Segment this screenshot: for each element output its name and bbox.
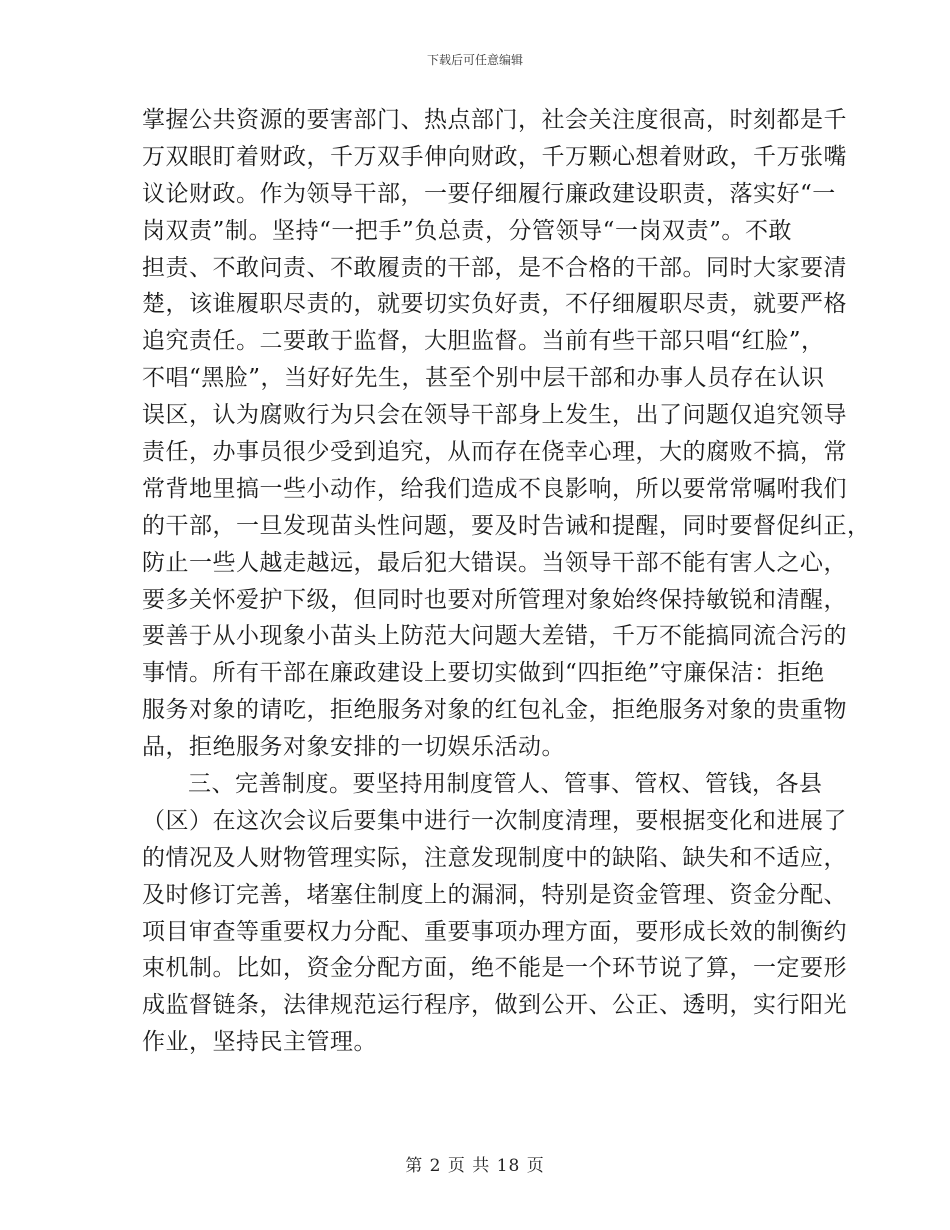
text-line: 要善于从小现象小苗头上防范大问题大差错，千万不能搞同流合污的 xyxy=(142,623,847,650)
text-line: 议论财政。作为领导干部，一要仔细履行廉政建设职责，落实好“一 xyxy=(142,180,836,207)
text-line: 束机制。比如，资金分配方面，绝不能是一个环节说了算，一定要形 xyxy=(142,955,847,982)
text-line: （区）在这次会议后要集中进行一次制度清理，要根据变化和进展了 xyxy=(142,807,847,834)
text-line: 防止一些人越走越远，最后犯大错误。当领导干部不能有害人之心， xyxy=(142,549,847,576)
text-line: 成监督链条，法律规范运行程序，做到公开、公正、透明，实行阳光 xyxy=(142,992,847,1019)
text-line: 品，拒绝服务对象安排的一切娱乐活动。 xyxy=(142,734,565,761)
text-line: 的情况及人财物管理实际，注意发现制度中的缺陷、缺失和不适应， xyxy=(142,844,847,871)
text-line: 要多关怀爱护下级，但同时也要对所管理对象始终保持敏锐和清醒， xyxy=(142,586,847,613)
text-line: 及时修订完善，堵塞住制度上的漏洞，特别是资金管理、资金分配、 xyxy=(142,881,847,908)
text-line: 万双眼盯着财政，千万双手伸向财政，千万颗心想着财政，千万张嘴 xyxy=(142,143,847,170)
text-line: 三、完善制度。要坚持用制度管人、管事、管权、管钱，各县 xyxy=(188,771,823,798)
text-line: 误区，认为腐败行为只会在领导干部身上发生，出了问题仅追究领导 xyxy=(142,402,847,429)
text-line: 常背地里搞一些小动作，给我们造成不良影响，所以要常常嘱咐我们 xyxy=(142,475,847,502)
text-line: 掌握公共资源的要害部门、热点部门，社会关注度很高，时刻都是千 xyxy=(142,107,847,133)
text-line: 追究责任。二要敢于监督，大胆监督。当前有些干部只唱“红脸”， xyxy=(142,328,825,355)
page-number: 第 2 页 共 18 页 xyxy=(405,1156,545,1176)
text-line: 岗双责”制。坚持“一把手”负总责，分管领导“一岗双责”。不敢 xyxy=(142,217,792,244)
text-line: 担责、不敢问责、不敢履责的干部，是不合格的干部。同时大家要清 xyxy=(142,254,847,281)
paragraph xyxy=(142,766,847,1061)
text-line: 作业，坚持民主管理。 xyxy=(142,1029,377,1056)
text-line: 不唱“黑脸”，当好好先生，甚至个别中层干部和办事人员存在认识 xyxy=(142,365,825,392)
text-line: 责任，办事员很少受到追究，从而存在侥幸心理，大的腐败不搞，常 xyxy=(142,439,847,466)
text-line: 的干部，一旦发现苗头性问题，要及时告诫和提醒，同时要督促纠正， xyxy=(142,512,871,539)
text-line: 服务对象的请吃，拒绝服务对象的红包礼金，拒绝服务对象的贵重物 xyxy=(142,697,847,724)
text-line: 事情。所有干部在廉政建设上要切实做到“四拒绝”守廉保洁：拒绝 xyxy=(142,660,825,687)
text-line: 楚，该谁履职尽责的，就要切实负好责，不仔细履职尽责，就要严格 xyxy=(142,291,847,318)
paragraph xyxy=(142,102,871,766)
body-text xyxy=(142,102,871,1061)
text-line: 项目审查等重要权力分配、重要事项办理方面，要形成长效的制衡约 xyxy=(142,918,847,945)
page-header: 下载后可任意编辑 xyxy=(426,53,523,67)
